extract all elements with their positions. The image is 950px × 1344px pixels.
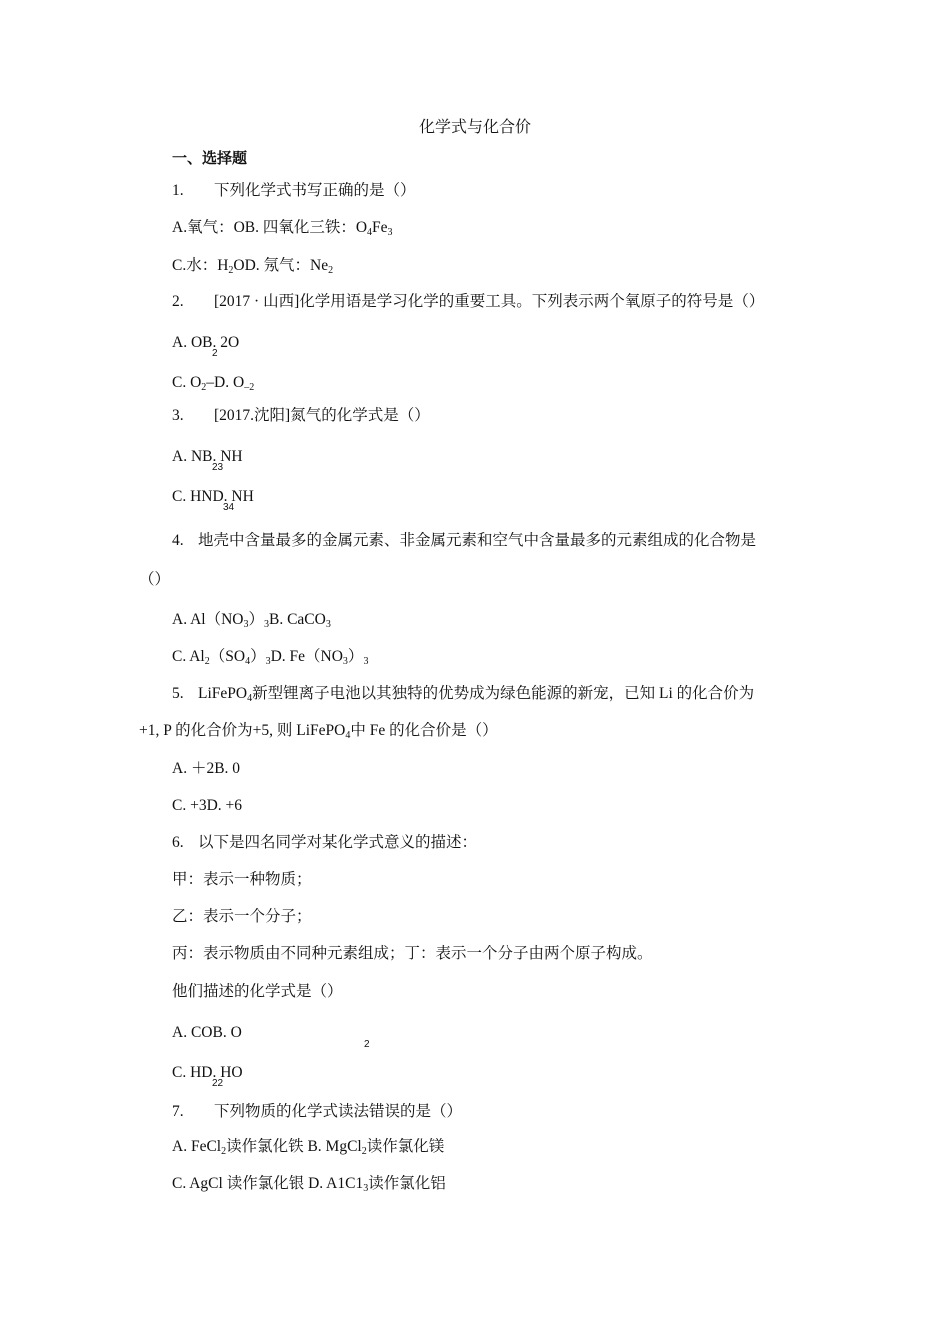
question-6-option-c-d: C. HD. HO: [172, 1064, 243, 1081]
question-6-line-3: 丙：表示物质由不同种元素组成；丁：表示一个分子由两个原子构成。: [172, 945, 653, 962]
question-4-option-c-d: C. $Al_2(SO_4)_3D$. $Fe(NO_3)_3$: [172, 648, 369, 667]
question-4-stem-continued: （）: [139, 571, 171, 588]
question-6: [172, 833, 477, 853]
question-6-line-2: 乙：表示一个分子；: [172, 908, 312, 925]
question-number: 3.: [172, 407, 184, 424]
question-7: [172, 1102, 462, 1122]
question-number: 7.: [172, 1103, 184, 1120]
question-3-stray-subscript: 34: [223, 502, 235, 513]
question-1-option-a-b: A.氧气：OB. 四氧化三铁：$O_4Fe_3$: [172, 219, 393, 238]
question-stem: [2017 · 山西]化学用语是学习化学的重要工具。下列表示两个氧原子的符号是（）: [214, 293, 765, 310]
question-3-option-a-b: A. NB. NH: [172, 448, 243, 465]
question-5-option-a-b: A. ＋2B. 0: [172, 760, 241, 777]
question-2: [172, 292, 764, 312]
question-number: 5.: [172, 685, 184, 702]
question-7-option-c-d: C. AgCl 读作氯化银 D. $A1C1_3$读作氯化铝: [172, 1175, 446, 1194]
question-1: [172, 181, 416, 201]
question-6-stray-subscript: 22: [212, 1078, 224, 1089]
question-3: [172, 406, 430, 426]
question-2-option-a-b: A. OB. 2O: [172, 334, 240, 351]
page-title: 化学式与化合价: [418, 119, 531, 136]
question-2-option-c-d: C. O2–D. O–2: [172, 374, 255, 393]
question-4: [172, 531, 756, 551]
question-7-option-a-b: A. FeCl$_2$读作氯化铁 B. MgCl$_2$读作氯化镁: [172, 1138, 445, 1157]
question-number: 1.: [172, 182, 184, 199]
question-3-option-c-d: C. HND. NH: [172, 488, 254, 505]
question-2-stray-subscript: 2: [212, 348, 218, 359]
question-4-option-a-b: A. $Al(NO_3)_3B$. CaCO$_3$: [172, 611, 331, 630]
question-number: 4.: [172, 532, 184, 549]
question-5-stem-continued: +1, P 的化合价为+5, 则 LiFePO$_4$中 Fe 的化合价是（）: [139, 722, 498, 741]
question-6-stray-subscript: 2: [364, 1039, 370, 1050]
question-3-stray-subscript: 23: [212, 462, 224, 473]
question-stem: 以下是四名同学对某化学式意义的描述：: [198, 834, 478, 851]
question-stem: 地壳中含量最多的金属元素、非金属元素和空气中含量最多的元素组成的化合物是: [198, 532, 757, 549]
question-5: 5. LiFePO$_4$新型锂离子电池以其独特的优势成为绿色能源的新宠，已知 Li 的化合价为: [172, 685, 755, 704]
question-6-line-4: 他们描述的化学式是（）: [172, 983, 343, 1000]
question-5-option-c-d: C. +3D. +6: [172, 797, 243, 814]
question-number: 6.: [172, 834, 184, 851]
question-6-line-1: 甲：表示一种物质；: [172, 871, 312, 888]
question-stem: 下列化学式书写正确的是（）: [214, 182, 416, 199]
question-number: 2.: [172, 293, 184, 310]
question-1-option-c-d: C.水：$H_2OD$. 氖气：$Ne_2$: [172, 257, 334, 276]
section-heading: 一、选择题: [172, 149, 248, 167]
question-stem: [2017.沈阳]氮气的化学式是（）: [214, 407, 430, 424]
question-6-option-a-b: A. COB. O: [172, 1024, 242, 1041]
question-stem: 下列物质的化学式读法错误的是（）: [214, 1103, 463, 1120]
